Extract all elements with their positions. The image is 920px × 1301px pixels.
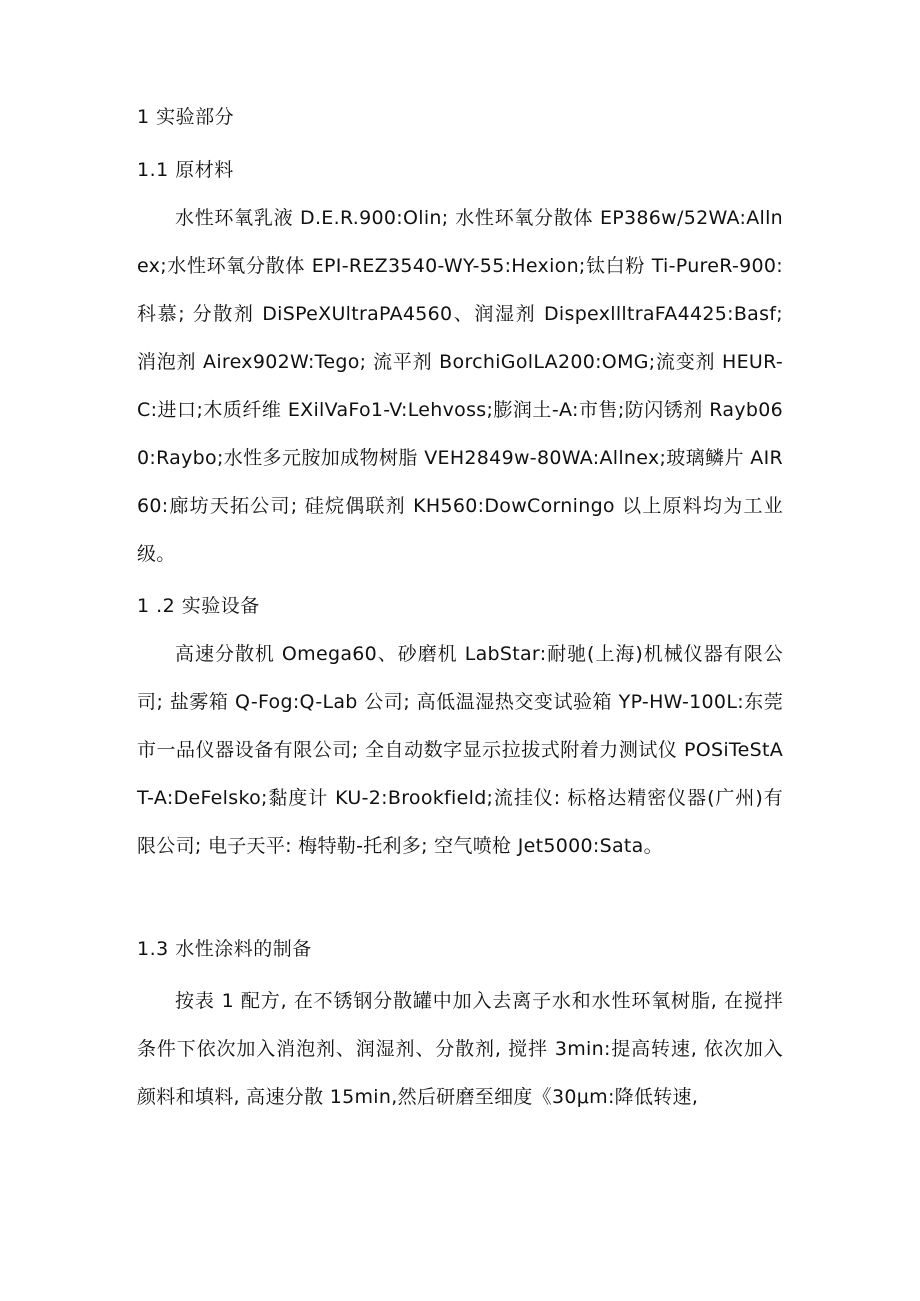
section-heading-coating-preparation: 1.3 水性涂料的制备: [137, 938, 312, 960]
paragraph-coating-preparation: 按表 1 配方, 在不锈钢分散罐中加入去离子水和水性环氧树脂, 在搅拌条件下依次加入消泡剂、润湿剂、分散剂, 搅拌 3min:提高转速, 依次加入颜料和填料, 高速分散 15min,然后研磨至细度《30μm:降低转速,: [137, 990, 783, 1108]
section-heading-equipment: 1 .2 实验设备: [137, 595, 260, 617]
paragraph-equipment: 高速分散机 Omega60、砂磨机 LabStar:耐驰(上海)机械仪器有限公司; 盐雾箱 Q-Fog:Q-Lab 公司; 高低温湿热交变试验箱 YP-HW-100L:东莞市一品仪器设备有限公司; 全自动数字显示拉拔式附着力测试仪 POSiTeStAT-A:DeFelsko;黏度计 KU-2:Brookfield;流挂仪: 标格达精密仪器(广州)有限公司; 电子天平: 梅特勒-托利多; 空气喷枪 Jet5000:Sata。: [137, 643, 783, 857]
section-heading-experimental: 1 实验部分: [137, 106, 235, 128]
paragraph-raw-materials: 水性环氧乳液 D.E.R.900:Olin; 水性环氧分散体 EP386w/52WA:Allnex;水性环氧分散体 EPI-REZ3540-WY-55:Hexion;钛白粉 Ti-PureR-900:科慕; 分散剂 DiSPeXUltraPA4560、润湿剂 DispexllltraFA4425:Basf; 消泡剂 Airex902W:Tego; 流平剂 BorchiGolLA200:OMG;流变剂 HEUR-C:进口;木质纤维 EXilVaFo1-V:Lehvoss;膨润土-A:市售;防闪锈剂 Rayb060:Raybo;水性多元胺加成物树脂 VEH2849w-80WA:Allnex;玻璃鳞片 AIR60:廊坊天拓公司; 硅烷偶联剂 KH560:DowCorningo 以上原料均为工业级。: [137, 207, 783, 565]
section-heading-raw-materials: 1.1 原材料: [137, 159, 234, 181]
